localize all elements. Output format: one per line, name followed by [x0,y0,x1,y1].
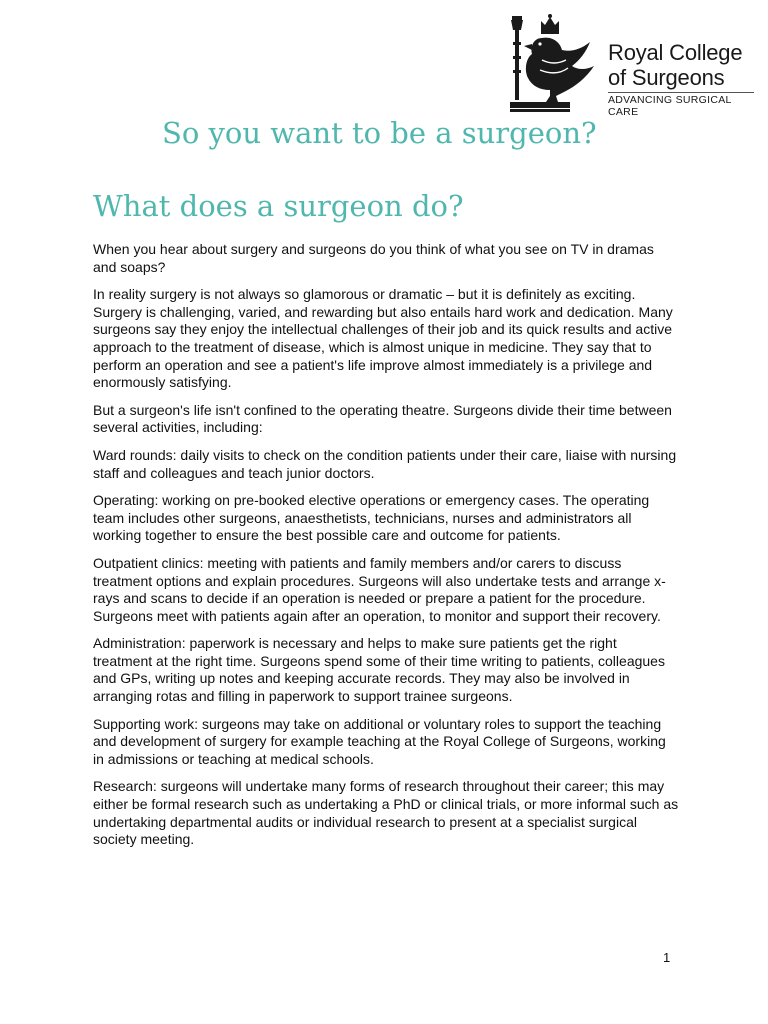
logo-wordmark [608,40,742,90]
paragraph-outpatient-clinics: Outpatient clinics: meeting with patients and family members and/or carers to discuss treatment options and explain procedures. Surgeons will also undertake tests and arrange x-rays and scans to decide if an operation is needed or prepare a patient for the procedure. Surgeons meet with patients again after an operation, to monitor and support their recovery. [93,554,666,624]
paragraph-activities: But a surgeon's life isn't confined to the operating theatre. Surgeons divide their time between several activities, including: [93,401,672,436]
section-title: What does a surgeon do? [93,189,464,223]
paragraph-operating: Operating: working on pre-booked elective operations or emergency cases. The operating team includes other surgeons, anaesthetists, technicians, nurses and administrators all working together to ensure the best possible care and outcome for patients. [93,492,650,544]
logo-name-line1: Royal College [608,40,743,65]
paragraph-administration: Administration: paperwork is necessary and helps to make sure patients get the right treatment at the right time. Surgeons spend some of their time writing to patients, colleagues and GPs, writing up notes and keeping accurate records. They may also be involved in arranging rotas and filling in paperwork to support trainee surgeons. [93,635,665,705]
page-title: So you want to be a surgeon? [162,116,597,150]
paragraph-research: Research: surgeons will undertake many forms of research throughout their career; this may either be formal research such as undertaking a PhD or clinical trials, or more informal such as undertaking departmental audits or individual research to present at a specialist surgical society meeting. [93,778,679,848]
logo-tagline: ADVANCING SURGICAL CARE [608,94,732,118]
logo-divider [608,92,754,93]
paragraph-intro: When you hear about surgery and surgeons do you think of what you see on TV in dramas and soaps? [93,241,654,275]
paragraph-supporting-work: Supporting work: surgeons may take on additional or voluntary roles to support the teaching and development of surgery for example teaching at the Royal College of Surgeons, working in admissions or teaching at medical schools. [93,715,666,767]
page-number: 1 [663,950,671,965]
rcs-logo [506,12,756,116]
crowned-bird-crest-icon [506,12,602,116]
paragraph-ward-rounds: Ward rounds: daily visits to check on the condition patients under their care, liaise with nursing staff and colleagues and teach junior doctors. [93,446,677,481]
body-text [93,241,679,859]
paragraph-reality: In reality surgery is not always so glamorous or dramatic – but it is definitely as exciting. Surgery is challenging, varied, and rewarding but also entails hard work and dedication. Many surgeons say they enjoy the intellectual challenges of their job and its quick results and active approach to the treatment of disease, which is almost unique in medicine. They say that to perform an operation and see a patient's life improve almost immediately is a privilege and enormously satisfying. [93,286,673,391]
logo-name-line2: of Surgeons [608,65,725,90]
